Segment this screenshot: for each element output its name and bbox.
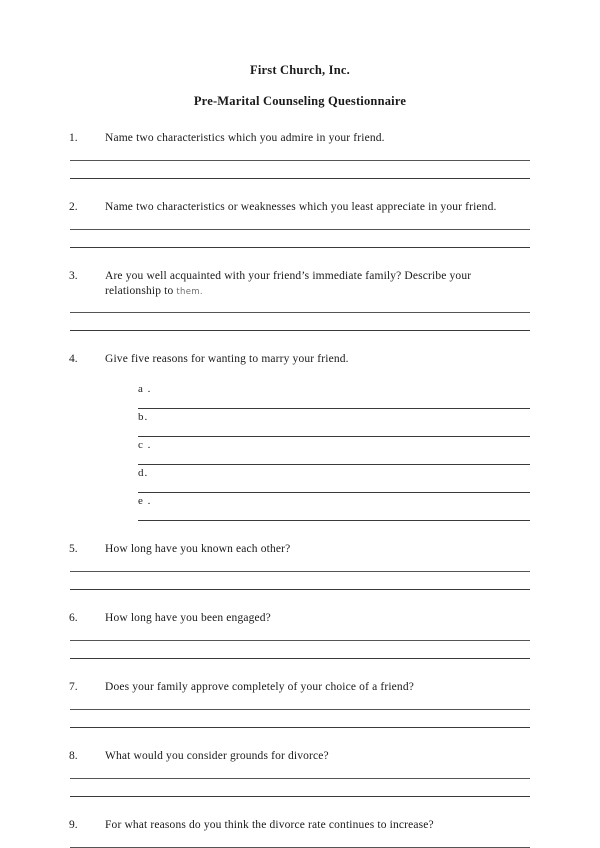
question-text: Does your family approve completely of your choice of a friend?: [105, 681, 414, 693]
question-text-continued: [69, 284, 600, 299]
question-text-continued-faint: them.: [176, 287, 203, 297]
question-heading: [0, 269, 600, 299]
subitem-label: e .: [138, 495, 152, 507]
subitem-label: a .: [138, 383, 152, 395]
document-header: [0, 62, 600, 109]
question-heading: [0, 131, 600, 146]
question-number: 2.: [69, 201, 78, 213]
question-heading: [0, 200, 600, 215]
answer-rule[interactable]: [70, 727, 530, 728]
question-heading: [0, 542, 600, 557]
question-block: [0, 680, 600, 695]
subitem-answer-rule[interactable]: [138, 492, 530, 493]
answer-rule[interactable]: [70, 160, 530, 161]
question-block: [0, 542, 600, 557]
answer-rule[interactable]: [70, 571, 530, 572]
answer-rule[interactable]: [70, 640, 530, 641]
answer-rule[interactable]: [70, 709, 530, 710]
question-heading: [0, 680, 600, 695]
subitem-answer-rule[interactable]: [138, 464, 530, 465]
subitem-answer-rule[interactable]: [138, 436, 530, 437]
answer-rule[interactable]: [70, 796, 530, 797]
question-heading: [0, 352, 600, 367]
question-block: [0, 352, 600, 507]
organization-title: First Church, Inc.: [250, 63, 350, 77]
question-text: How long have you been engaged?: [105, 612, 271, 624]
question-number: 9.: [69, 819, 78, 831]
question-heading: [0, 611, 600, 626]
answer-rule[interactable]: [70, 247, 530, 248]
question-text: Name two characteristics or weaknesses which you least appreciate in your friend.: [105, 201, 497, 213]
question-text: For what reasons do you think the divorce rate continues to increase?: [105, 819, 434, 831]
answer-rule[interactable]: [70, 778, 530, 779]
subitem-label: c .: [138, 439, 152, 451]
question-number: 6.: [69, 612, 78, 624]
question-number: 4.: [69, 353, 78, 365]
question-block: [0, 818, 600, 833]
subitem-label: b.: [138, 411, 149, 423]
question-heading: [0, 749, 600, 764]
subitem-answer-rule[interactable]: [138, 408, 530, 409]
question-heading: [0, 818, 600, 833]
form-title: Pre-Marital Counseling Questionnaire: [193, 94, 407, 108]
question-block: [0, 269, 600, 299]
question-text: Give five reasons for wanting to marry your friend.: [105, 353, 349, 365]
question-text: Are you well acquainted with your friend’s immediate family? Describe your: [105, 270, 472, 282]
answer-rule[interactable]: [70, 658, 530, 659]
question-block: [0, 200, 600, 215]
question-text: What would you consider grounds for divorce?: [105, 750, 329, 762]
subitem-answer-rule[interactable]: [138, 520, 530, 521]
question-number: 3.: [69, 270, 78, 282]
question-number: 7.: [69, 681, 78, 693]
question-text-continued-main: relationship to: [105, 285, 174, 297]
question-number: 8.: [69, 750, 78, 762]
question-block: [0, 749, 600, 764]
answer-rule[interactable]: [70, 312, 530, 313]
answer-rule[interactable]: [70, 178, 530, 179]
question-block: [0, 611, 600, 626]
answer-rule[interactable]: [70, 589, 530, 590]
answer-rule[interactable]: [70, 330, 530, 331]
answer-rule[interactable]: [70, 229, 530, 230]
question-block: [0, 131, 600, 146]
question-text: How long have you known each other?: [105, 543, 291, 555]
question-number: 5.: [69, 543, 78, 555]
subitem-label: d.: [138, 467, 149, 479]
question-number: 1.: [69, 132, 78, 144]
question-text: Name two characteristics which you admire in your friend.: [105, 132, 385, 144]
